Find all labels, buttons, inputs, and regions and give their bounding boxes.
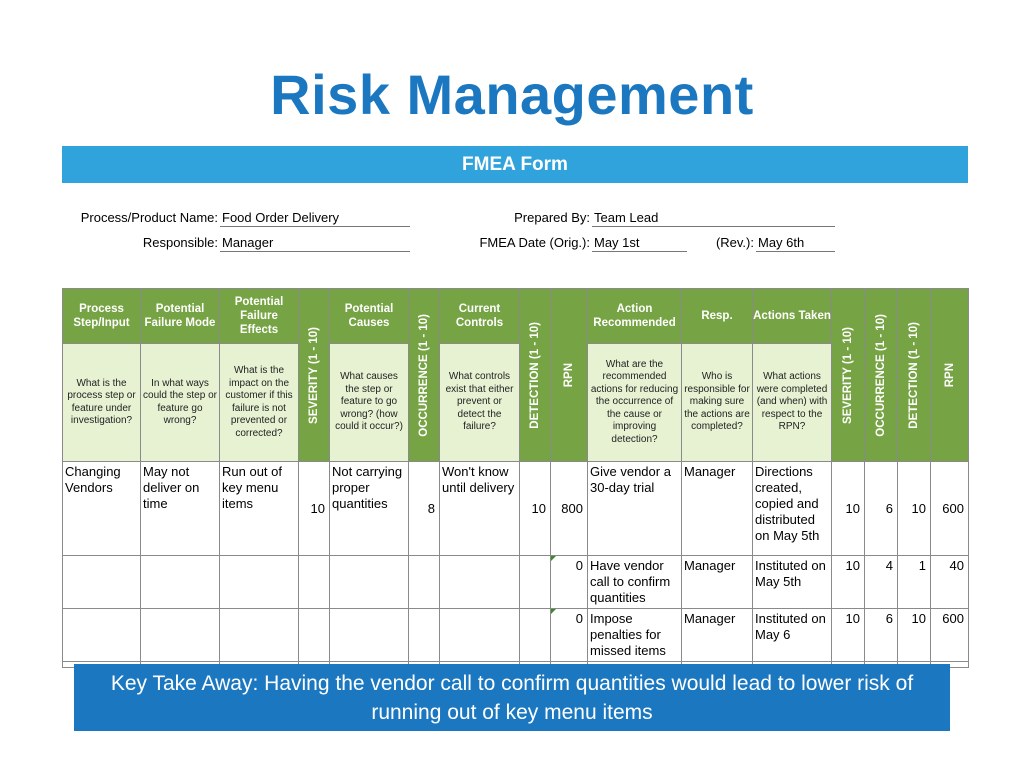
- cell-rpn: 0: [551, 556, 588, 609]
- header-severity-text: SEVERITY (1 - 10): [308, 326, 320, 424]
- key-takeaway: Key Take Away: Having the vendor call to confirm quantities would lead to lower risk of running out of key menu items: [74, 664, 950, 731]
- cell-severity-2: 10: [832, 556, 865, 609]
- rev-label: (Rev.):: [715, 235, 754, 250]
- cell-failure-effects: Run out of key menu items: [220, 462, 299, 556]
- desc-resp: Who is responsible for making sure the actions are completed?: [682, 344, 753, 462]
- cell-detection-2: 1: [898, 556, 931, 609]
- cell-action: Give vendor a 30-day trial: [588, 462, 682, 556]
- cell-detection: 10: [520, 462, 551, 556]
- header-controls: Current Controls: [440, 289, 520, 344]
- process-value: Food Order Delivery: [220, 210, 410, 227]
- cell-occurrence-2: 4: [865, 556, 898, 609]
- header-occurrence-2-text: OCCURRENCE (1 - 10): [875, 313, 887, 437]
- cell-resp: Manager: [682, 609, 753, 662]
- responsible-value: Manager: [220, 235, 410, 252]
- header-detection-text: DETECTION (1 - 10): [529, 321, 541, 429]
- responsible-label: Responsible:: [142, 235, 218, 250]
- header-resp: Resp.: [682, 289, 753, 344]
- header-severity-2: [832, 289, 865, 462]
- cell-rpn-2: 600: [931, 609, 969, 662]
- cell-severity-2: 10: [832, 462, 865, 556]
- cell-detection-2: 10: [898, 462, 931, 556]
- header-rpn-text: RPN: [563, 362, 575, 388]
- header-action: Action Recommended: [588, 289, 682, 344]
- rev-value: May 6th: [756, 235, 835, 252]
- header-failure-mode: Potential Failure Mode: [141, 289, 220, 344]
- process-label: Process/Product Name:: [80, 210, 218, 225]
- date-value: May 1st: [592, 235, 687, 252]
- desc-causes: What causes the step or feature to go wrong? (how could it occur?): [330, 344, 409, 462]
- cell-taken: Directions created, copied and distributed on May 5th: [753, 462, 832, 556]
- header-rpn-2: [931, 289, 969, 462]
- cell-taken: Instituted on May 6: [753, 609, 832, 662]
- header-process: Process Step/Input: [63, 289, 141, 344]
- header-severity-2-text: SEVERITY (1 - 10): [842, 326, 854, 424]
- cell-occurrence-2: 6: [865, 609, 898, 662]
- cell-occurrence: 8: [409, 462, 440, 556]
- desc-taken: What actions were completed (and when) with respect to the RPN?: [753, 344, 832, 462]
- header-severity: [299, 289, 330, 462]
- fmea-table: [62, 288, 969, 668]
- cell-severity: 10: [299, 462, 330, 556]
- cell-action: Have vendor call to confirm quantities: [588, 556, 682, 609]
- cell-action: Impose penalties for missed items: [588, 609, 682, 662]
- cell-resp: Manager: [682, 462, 753, 556]
- header-occurrence-2: [865, 289, 898, 462]
- header-detection-2: [898, 289, 931, 462]
- desc-process: What is the process step or feature under investigation?: [63, 344, 141, 462]
- cell-taken: Instituted on May 5th: [753, 556, 832, 609]
- desc-failure-mode: In what ways could the step or feature go wrong?: [141, 344, 220, 462]
- table-row: [63, 556, 969, 609]
- desc-controls: What controls exist that either prevent or detect the failure?: [440, 344, 520, 462]
- cell-severity-2: 10: [832, 609, 865, 662]
- header-occurrence: [409, 289, 440, 462]
- cell-rpn-2: 40: [931, 556, 969, 609]
- form-banner: FMEA Form: [62, 146, 968, 183]
- header-failure-effects: Potential Failure Effects: [220, 289, 299, 344]
- header-rpn-2-text: RPN: [943, 362, 956, 388]
- header-detection: [520, 289, 551, 462]
- header-detection-2-text: DETECTION (1 - 10): [908, 321, 920, 429]
- header-causes: Potential Causes: [330, 289, 409, 344]
- slide-title: Risk Management: [270, 63, 754, 126]
- table-row: [63, 462, 969, 556]
- cell-failure-mode: May not deliver on time: [141, 462, 220, 556]
- date-label: FMEA Date (Orig.):: [479, 235, 590, 250]
- desc-failure-effects: What is the impact on the customer if this failure is not prevented or corrected?: [220, 344, 299, 462]
- header-row: [63, 289, 969, 344]
- cell-resp: Manager: [682, 556, 753, 609]
- cell-occurrence-2: 6: [865, 462, 898, 556]
- desc-action: What are the recommended actions for reducing the occurrence of the cause or improving detection?: [588, 344, 682, 462]
- prepared-value: Team Lead: [592, 210, 835, 227]
- cell-detection-2: 10: [898, 609, 931, 662]
- cell-process: Changing Vendors: [63, 462, 141, 556]
- table-row: [63, 609, 969, 662]
- cell-rpn: 800: [551, 462, 588, 556]
- cell-rpn-2: 600: [931, 462, 969, 556]
- header-taken: Actions Taken: [753, 289, 832, 344]
- header-occurrence-text: OCCURRENCE (1 - 10): [418, 313, 430, 437]
- cell-controls: Won't know until delivery: [440, 462, 520, 556]
- cell-causes: Not carrying proper quantities: [330, 462, 409, 556]
- header-rpn: [551, 289, 588, 462]
- prepared-label: Prepared By:: [514, 210, 590, 225]
- cell-rpn: 0: [551, 609, 588, 662]
